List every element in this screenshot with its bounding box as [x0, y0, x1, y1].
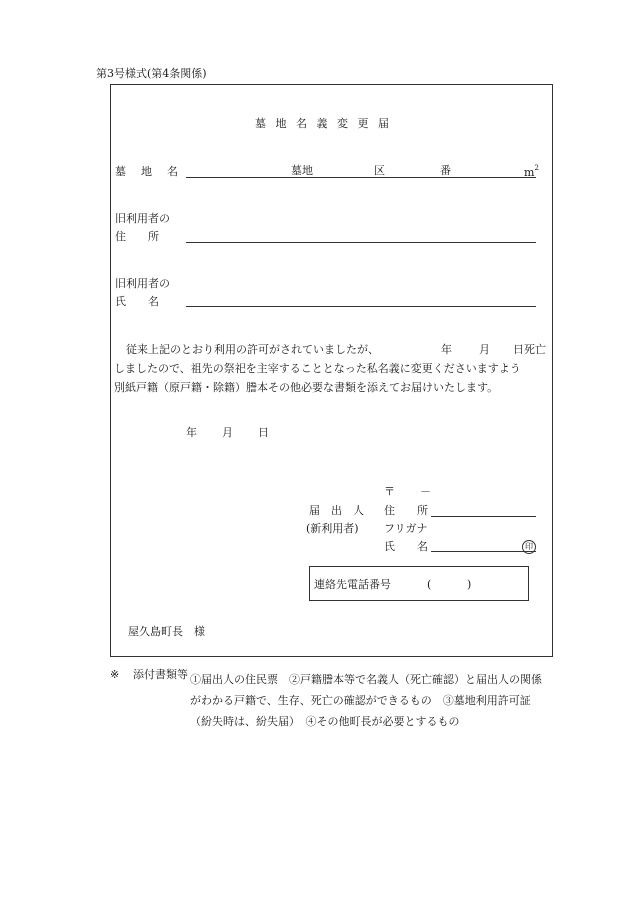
form-title: 墓 地 名 義 変 更 届 — [255, 117, 392, 130]
old-address-field[interactable] — [186, 242, 536, 243]
grave-area-unit: $m^2$ — [524, 164, 539, 179]
body-line-1: 従来上記のとおり利用の許可がされていましたが、 — [126, 343, 379, 356]
death-year: 年 — [441, 343, 452, 356]
note-mark: ※ — [110, 668, 120, 681]
body-line-2: しましたので、祖先の祭祀を主宰することとなった私名義に変更くださいますよう — [114, 362, 521, 375]
death-day: 日死亡 — [513, 343, 546, 356]
old-address-label-2: 住 所 — [115, 230, 159, 243]
note-text: ①届出人の住民票 ②戸籍謄本等で名義人（死亡確認）と届出人の関係がわかる戸籍で、生存、死亡の確認ができるもの ③墓地利用許可証（紛失時は、紛失届） ④その他町長が必要とするもの — [190, 673, 542, 728]
applicant-name-label: 氏 名 — [384, 540, 428, 553]
submit-day: 日 — [258, 426, 269, 439]
furigana-label: フリガナ — [384, 522, 428, 535]
postal-mark: 〒 — [384, 485, 395, 498]
phone-paren-open: ( — [427, 578, 432, 591]
grave-underline — [186, 177, 536, 178]
applicant-sublabel: (新利用者) — [306, 522, 359, 535]
grave-label: 墓 地 名 — [115, 165, 180, 178]
grave-name-suffix: 墓地 — [291, 164, 313, 177]
postal-dash: － — [420, 485, 431, 498]
grave-number-suffix: 番 — [440, 164, 451, 177]
grave-section-suffix: 区 — [374, 164, 385, 177]
addressee: 屋久島町長 様 — [128, 625, 205, 638]
form-number: 第3号様式(第4条関係) — [96, 67, 207, 80]
submit-month: 月 — [222, 426, 233, 439]
old-address-label-1: 旧利用者の — [115, 212, 170, 225]
seal-mark: 印 — [522, 540, 536, 554]
old-name-label-1: 旧利用者の — [115, 277, 170, 290]
body-line-3: 別紙戸籍（原戸籍・除籍）謄本その他必要な書類を添えてお届けいたします。 — [114, 381, 499, 394]
applicant-address-label: 住 所 — [384, 504, 428, 517]
phone-label: 連絡先電話番号 — [314, 578, 391, 591]
death-month: 月 — [479, 343, 490, 356]
applicant-label: 届 出 人 — [309, 504, 364, 517]
applicant-address-field[interactable] — [431, 516, 536, 517]
old-name-field[interactable] — [186, 306, 536, 307]
applicant-name-field[interactable] — [431, 551, 536, 552]
old-name-label-2: 氏 名 — [115, 295, 159, 308]
note-label: 添付書類等 — [133, 668, 188, 681]
submit-year: 年 — [186, 426, 197, 439]
phone-paren-close: ) — [467, 578, 472, 591]
